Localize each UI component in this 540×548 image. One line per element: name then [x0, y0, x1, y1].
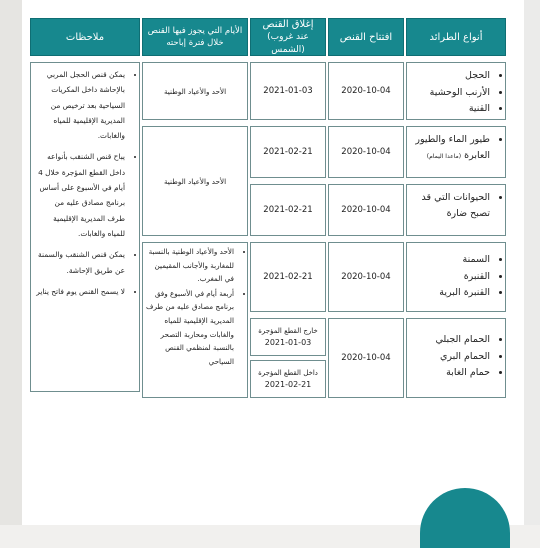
header-closing-line1: إغلاق القنص — [262, 18, 314, 30]
closing-inside-date: 2021-02-21 — [264, 380, 312, 389]
game-type-line1: الحيوانات التي قد — [421, 192, 490, 203]
closing-row-4 — [250, 242, 326, 312]
header-closing-line2: (عند غروب الشمس) — [267, 31, 309, 55]
closing-row-5-outside — [250, 318, 326, 356]
game-type-line2: تصبح ضارة — [446, 207, 490, 219]
closing-outside-label: خارج القطع المؤجرة — [258, 327, 318, 335]
opening-date: 2020-10-04 — [341, 205, 391, 215]
header-types — [406, 18, 506, 56]
header-days-line1: الأيام التي يجوز فيها القنص — [147, 26, 243, 36]
closing-date: 2021-02-21 — [263, 205, 313, 215]
opening-date: 2020-10-04 — [341, 272, 391, 282]
opening-row-2 — [328, 126, 404, 178]
days-row-4-5 — [142, 242, 248, 398]
types-row-1 — [406, 62, 506, 120]
header-notes-label: ملاحظات — [65, 31, 105, 43]
header-days-line2: خلال فترة إباحته — [166, 38, 224, 48]
closing-inside-label: داخل القطع المؤجرة — [258, 369, 318, 377]
header-closing — [250, 18, 326, 56]
types-row-3 — [406, 184, 506, 236]
header-notes — [30, 18, 140, 56]
game-type-line1: طيور الماء والطيور — [415, 134, 490, 145]
game-type: • الحمام البري — [411, 349, 490, 365]
game-type: • الأرنب الوحشية — [411, 85, 490, 101]
note-item: • يمكن قنص الحجل المربي بالإحاشة داخل المكريات السياحية بعد ترخيص من المديرية الإقليمية للمياه والغابات. — [35, 67, 125, 143]
days-item: • أربعة أيام في الأسبوع وفق برنامج مصادق عليه من طرف المديرية الإقليمية للمياه والغابات ومحاربة التصحر بالنسبة لمنظمي القنص السياحي — [146, 287, 234, 369]
opening-row-5 — [328, 318, 404, 398]
game-type — [411, 132, 490, 164]
closing-date: 2021-02-21 — [263, 272, 313, 282]
types-row-4 — [406, 242, 506, 312]
note-item: • يمكن قنص الشنقب والسمنة عن طريق الإحاشة. — [35, 247, 125, 278]
opening-date: 2020-10-04 — [341, 147, 391, 157]
closing-date: 2021-01-03 — [263, 86, 313, 96]
header-days — [142, 18, 248, 56]
header-types-label: أنواع الطرائد — [429, 31, 483, 43]
types-row-5 — [406, 318, 506, 398]
game-type: • القنبرة البرية — [411, 285, 490, 301]
opening-row-1 — [328, 62, 404, 120]
game-type: • حمام الغابة — [411, 365, 490, 381]
page-edge-right — [524, 0, 540, 525]
types-row-2 — [406, 126, 506, 178]
header-opening — [328, 18, 404, 56]
closing-outside-date: 2021-01-03 — [264, 338, 312, 347]
note-item: • يباح قنص الشنقب بأنواعه داخل القطع المؤجرة خلال 4 أيام في الأسبوع على أساس برنامج مصادق عليه من طرف المديرية الإقليمية للمياه والغابات. — [35, 149, 125, 241]
opening-row-4 — [328, 242, 404, 312]
opening-row-3 — [328, 184, 404, 236]
days-text: الأحد والأعياد الوطنية — [163, 176, 227, 186]
game-type — [411, 190, 490, 221]
game-type: • القنية — [411, 101, 490, 117]
game-type: • القنبرة — [411, 269, 490, 285]
days-item: • الأحد والأعياد الوطنية بالنسبة للمغاربة والأجانب المقيمين في المغرب. — [146, 245, 234, 286]
game-type: • الحمام الجبلي — [411, 332, 490, 348]
closing-row-1 — [250, 62, 326, 120]
note-item: • لا يسمح القنص يوم فاتح يناير — [35, 284, 125, 299]
closing-row-2 — [250, 126, 326, 178]
closing-row-3 — [250, 184, 326, 236]
days-row-1 — [142, 62, 248, 120]
game-type-note: (ماعدا اليمام) — [426, 152, 462, 160]
game-type-line2: العابرة — [464, 149, 490, 161]
closing-date: 2021-02-21 — [263, 147, 313, 157]
opening-date: 2020-10-04 — [341, 86, 391, 96]
days-text: الأحد والأعياد الوطنية — [163, 86, 227, 96]
closing-row-5-inside — [250, 360, 326, 398]
notes-cell — [30, 62, 140, 392]
game-type: • الحجل — [411, 68, 490, 84]
page-edge — [0, 0, 22, 525]
header-opening-label: افتتاح القنص — [339, 31, 393, 43]
opening-date: 2020-10-04 — [341, 353, 391, 363]
days-row-2-3 — [142, 126, 248, 236]
game-type: • السمنة — [411, 252, 490, 268]
